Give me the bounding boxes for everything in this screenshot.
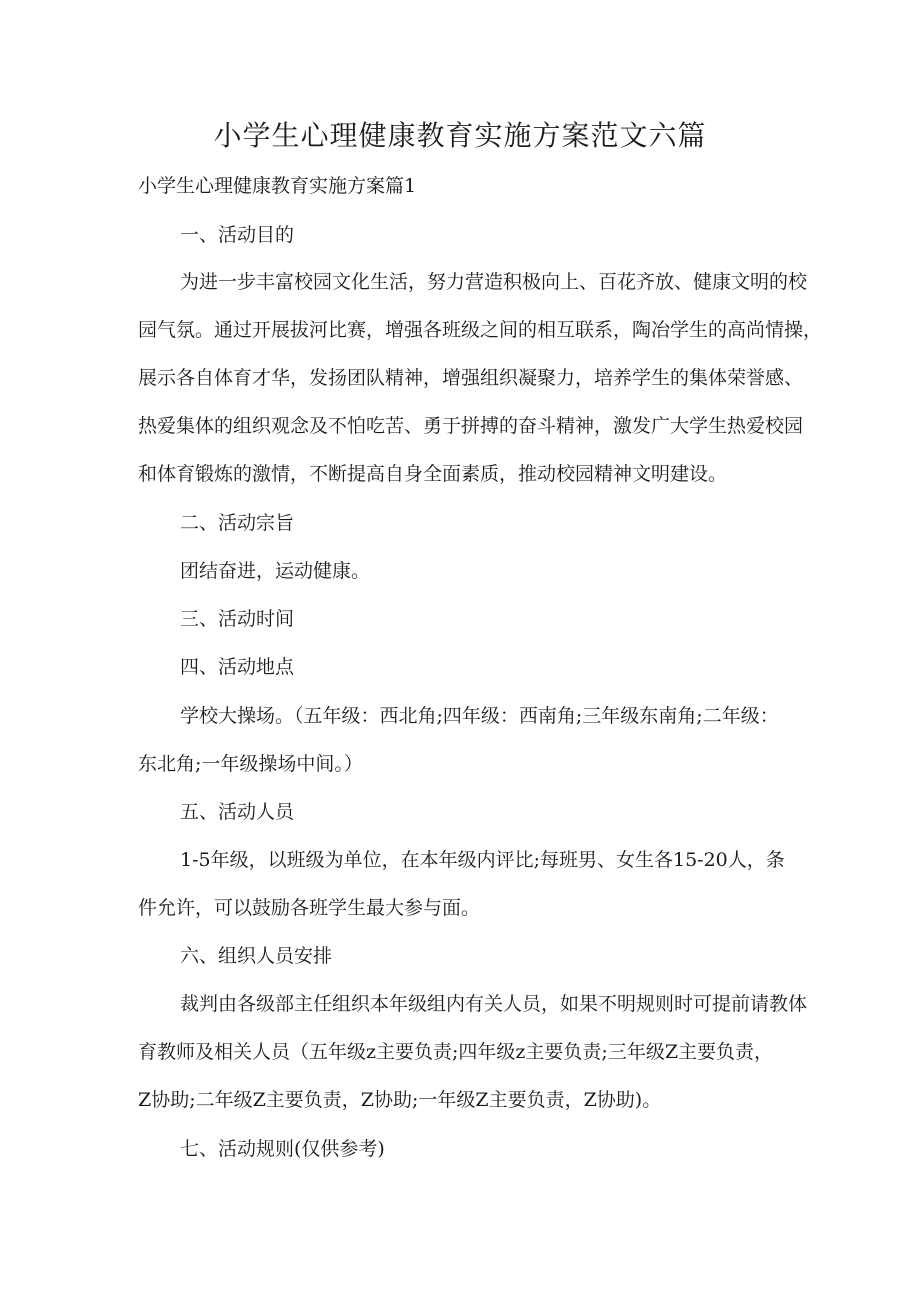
section-subtitle: 小学生心理健康教育实施方案篇1 bbox=[138, 175, 417, 197]
heading-rules: 七、活动规则(仅供参考) bbox=[180, 1138, 385, 1160]
paragraph-line: 件允许，可以鼓励各班学生最大参与面。 bbox=[138, 897, 481, 919]
paragraph-line: 学校大操场。（五年级：西北角;四年级：西南角;三年级东南角;二年级： bbox=[180, 705, 779, 727]
heading-purpose: 一、活动目的 bbox=[180, 224, 295, 246]
paragraph-line: 展示各自体育才华，发扬团队精神，增强组织凝聚力，培养学生的集体荣誉感、 bbox=[138, 367, 804, 389]
paragraph-line: 热爱集体的组织观念及不怕吃苦、勇于拼搏的奋斗精神，激发广大学生热爱校园 bbox=[138, 415, 804, 437]
paragraph-line: 为进一步丰富校园文化生活，努力营造积极向上、百花齐放、健康文明的校 bbox=[180, 271, 808, 293]
paragraph-line: 团结奋进，运动健康。 bbox=[180, 560, 371, 582]
paragraph-line: 东北角;一年级操场中间。） bbox=[138, 753, 363, 775]
heading-time: 三、活动时间 bbox=[180, 608, 295, 630]
document-title: 小学生心理健康教育实施方案范文六篇 bbox=[213, 119, 707, 152]
paragraph-line: 育教师及相关人员（五年级z主要负责;四年级z主要负责;三年级Z主要负责， bbox=[138, 1041, 774, 1063]
paragraph-line: 园气氛。通过开展拔河比赛，增强各班级之间的相互联系，陶冶学生的高尚情操， bbox=[138, 319, 823, 341]
heading-participants: 五、活动人员 bbox=[180, 801, 295, 823]
paragraph-line: 1-5年级，以班级为单位，在本年级内评比;每班男、女生各15-20人，条 bbox=[180, 849, 785, 871]
paragraph-line: 裁判由各级部主任组织本年级组内有关人员，如果不明规则时可提前请教体 bbox=[180, 993, 808, 1015]
heading-organization: 六、组织人员安排 bbox=[180, 945, 333, 967]
heading-location: 四、活动地点 bbox=[180, 656, 295, 678]
paragraph-line: 和体育锻炼的激情，不断提高自身全面素质，推动校园精神文明建设。 bbox=[138, 463, 728, 485]
heading-aim: 二、活动宗旨 bbox=[180, 512, 295, 534]
paragraph-line: Z协助;二年级Z主要负责，Z协助;一年级Z主要负责，Z协助)。 bbox=[138, 1089, 662, 1111]
